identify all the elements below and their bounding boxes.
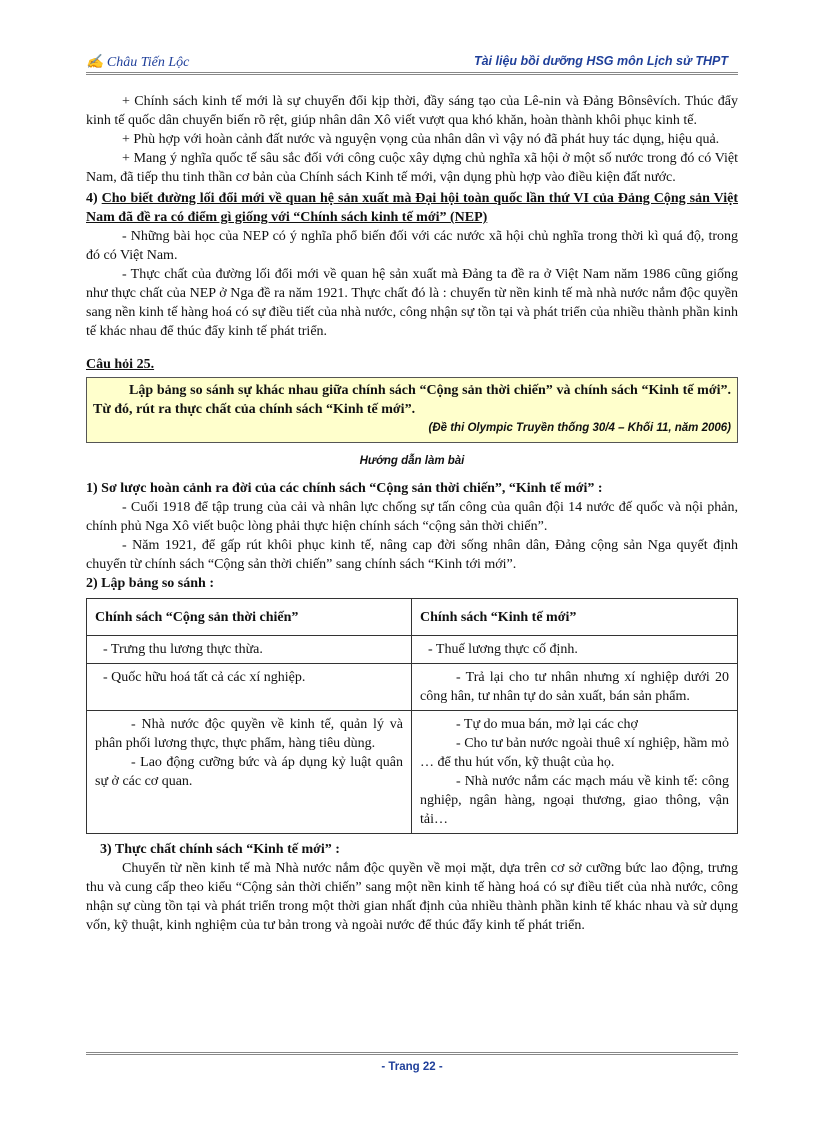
cell-text: - Trưng thu lương thực thừa. bbox=[103, 642, 263, 657]
page-footer bbox=[86, 1052, 738, 1073]
question-box bbox=[86, 377, 738, 443]
header-author: ✍ Châu Tiến Lộc bbox=[86, 55, 190, 70]
table-header-col-1: Chính sách “Cộng sản thời chiến” bbox=[87, 599, 412, 636]
part-3-title: 3) Thực chất chính sách “Kinh tế mới” : bbox=[100, 842, 340, 857]
question-text: Lập bảng so sánh sự khác nhau giữa chính sách “Cộng sản thời chiến” và chính sách “Kinh tế mới”. Từ đó, rút ra thực chất của chính sách “Kinh tế mới”. bbox=[93, 383, 731, 417]
page-content bbox=[86, 92, 738, 935]
table-cell bbox=[87, 711, 412, 834]
page-number: - Trang 22 - bbox=[381, 1061, 443, 1073]
cell-text: - Lao động cưỡng bức và áp dụng kỷ luật quân sự ở các cơ quan. bbox=[95, 755, 403, 789]
part-1-paragraph-2: - Năm 1921, để gấp rút khôi phục kinh tế, nâng cap đời sống nhân dân, Đảng cộng sản Nga quyết định chuyển từ chính sách “Cộng sản thời chiến” sang chính sách “Kinh tới mới”. bbox=[86, 538, 738, 572]
section-4-heading bbox=[86, 189, 738, 227]
section-4-paragraph-1: - Những bài học của NEP có ý nghĩa phổ biến đối với các nước xã hội chủ nghĩa trong thời kì quá độ, trong đó có Việt Nam. bbox=[86, 229, 738, 263]
table-cell bbox=[87, 664, 412, 711]
section-4-number: 4) bbox=[86, 191, 98, 206]
header-title: Tài liệu bồi dưỡng HSG môn Lịch sử THPT bbox=[473, 54, 728, 68]
question-source: (Đề thi Olympic Truyền thống 30/4 – Khối 11, năm 2006) bbox=[428, 422, 731, 434]
cell-text: - Thuế lương thực cố định. bbox=[428, 642, 578, 657]
page-header bbox=[86, 50, 738, 74]
cell-text: - Tự do mua bán, mở lại các chợ bbox=[456, 717, 638, 732]
intro-paragraph-3: + Mang ý nghĩa quốc tế sâu sắc đối với công cuộc xây dựng chủ nghĩa xã hội ở một số nước trong đó có Việt Nam, đã tiếp thu tinh thần cơ bản của Chính sách Kinh tế mới, vận dụng phù hợp vào điều kiện đất nước. bbox=[86, 151, 738, 185]
question-label: Câu hỏi 25. bbox=[86, 357, 155, 372]
table-cell bbox=[412, 711, 738, 834]
intro-paragraph-1: + Chính sách kinh tế mới là sự chuyển đổi kịp thời, đầy sáng tạo của Lê-nin và Đảng Bônsêvích. Thúc đẩy kinh tế quốc dân chuyển biến rõ rệt, giúp nhân dân Xô viết vượt qua khó khăn, hoàn thành khôi phục kinh tế. bbox=[86, 94, 738, 128]
cell-text: - Quốc hữu hoá tất cả các xí nghiệp. bbox=[103, 670, 306, 685]
table-cell bbox=[412, 664, 738, 711]
part-1-paragraph-1: - Cuối 1918 để tập trung của cải và nhân lực chống sự tấn công của quân đội 14 nước đế quốc và nội phản, chính phủ Nga Xô viết buộc lòng phải thực hiện chính sách “cộng sản thời chiến”. bbox=[86, 500, 738, 534]
cell-text: - Cho tư bản nước ngoài thuê xí nghiệp, hầm mỏ … để thu hút vốn, kỹ thuật của họ. bbox=[420, 736, 729, 770]
table-row bbox=[87, 711, 738, 834]
header-rule bbox=[86, 72, 738, 75]
table-row bbox=[87, 664, 738, 711]
table-cell bbox=[412, 636, 738, 664]
part-2-title: 2) Lập bảng so sánh : bbox=[86, 576, 214, 591]
cell-text: - Nhà nước nắm các mạch máu về kinh tế: công nghiệp, ngân hàng, ngoại thương, giao thông, vận tải… bbox=[420, 774, 729, 827]
part-1-title: 1) Sơ lược hoàn cảnh ra đời của các chính sách “Cộng sản thời chiến”, “Kinh tế mới” : bbox=[86, 481, 603, 496]
table-row bbox=[87, 636, 738, 664]
part-3-paragraph: Chuyển từ nền kinh tế mà Nhà nước nắm độc quyền về mọi mặt, dựa trên cơ sở cưỡng bức lao động, trưng thu và cung cấp theo kiểu “Cộng sản thời chiến” sang một nền kinh tế hàng hoá có sự điều tiết của nhà nước, công nhận sự cùng tồn tại và phát triển trong một thời gian nhất định của nhiều thành phần kinh tế khác nhau và sử dụng vốn, kỹ thuật, kinh nghiệm của tư bản trong và ngoài nước để thúc đẩy kinh tế phát triển. bbox=[86, 861, 738, 933]
table-cell bbox=[87, 636, 412, 664]
intro-paragraph-2: + Phù hợp với hoàn cảnh đất nước và nguyện vọng của nhân dân vì vậy nó đã phát huy tác dụng, hiệu quả. bbox=[122, 132, 720, 147]
table-header-col-2: Chính sách “Kinh tế mới” bbox=[412, 599, 738, 636]
cell-text: - Trả lại cho tư nhân nhưng xí nghiệp dưới 20 công hân, tư nhân tự do sản xuất, bán sản phẩm. bbox=[420, 670, 729, 704]
guide-heading: Hướng dẫn làm bài bbox=[359, 455, 465, 467]
section-4-paragraph-2: - Thực chất của đường lối đổi mới về quan hệ sản xuất mà Đảng ta đề ra ở Việt Nam năm 1986 cũng giống như thực chất của NEP ở Nga đề ra năm 1921. Thực chất đó là : chuyển từ nền kinh tế mà nhà nước nắm độc quyền sang nền kinh tế hàng hoá có sự điều tiết của nhà nước, công nhận sự tồn tại và phát triển của nhiều thành phần kinh tế khác nhau để thúc đẩy kinh tế phát triển. bbox=[86, 267, 738, 339]
comparison-table bbox=[86, 598, 738, 834]
cell-text: - Nhà nước độc quyền về kinh tế, quản lý và phân phối lương thực, thực phẩm, hàng tiêu dùng. bbox=[95, 717, 403, 751]
section-4-title: Cho biết đường lối đổi mới về quan hệ sản xuất mà Đại hội toàn quốc lần thứ VI của Đảng Cộng sản Việt Nam đã đề ra có điểm gì giống với “Chính sách kinh tế mới” (NEP) bbox=[86, 191, 738, 225]
table-header-row bbox=[87, 599, 738, 636]
